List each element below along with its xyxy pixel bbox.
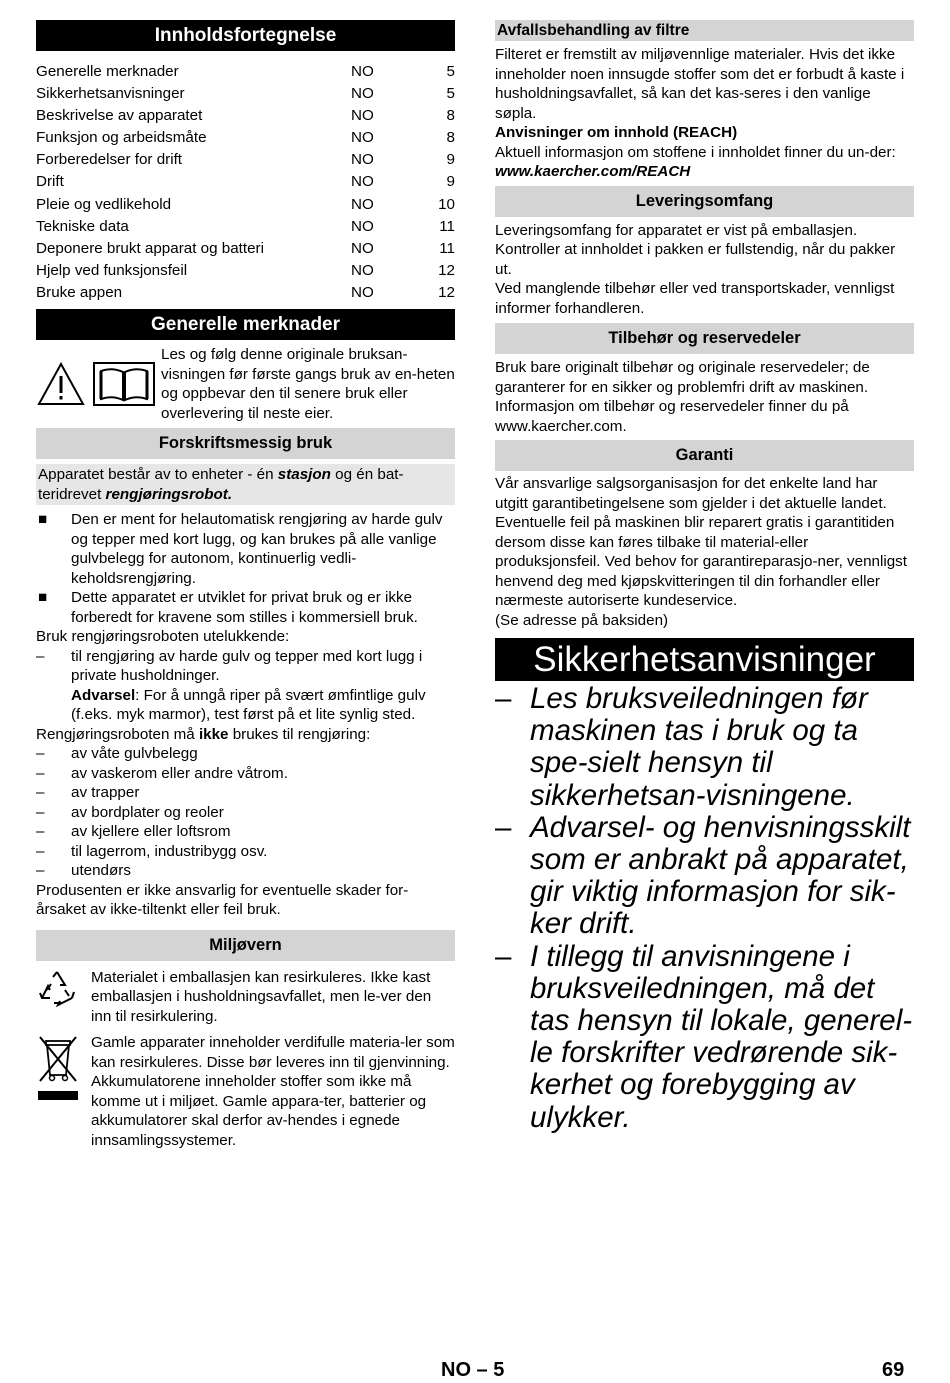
toc-entry-title: Deponere brukt apparat og batteri <box>36 239 264 257</box>
toc-entry-page: 5 <box>446 63 455 80</box>
toc-entry-page: 12 <box>438 283 455 301</box>
list-item <box>36 803 455 823</box>
must-not-heading <box>36 725 455 745</box>
safety-item <box>495 941 914 1134</box>
section-page-label: NO – 5 <box>441 1359 505 1381</box>
list-item <box>36 764 455 784</box>
toc-row[interactable] <box>36 171 455 193</box>
bullet-text: Den er ment for helautomatisk rengjøring av harde gulv og tepper med kort lugg, og kan brukes på alle vanlige gulvbelegg for autonom, kontinuerlig vedli-keholdsrengjøring. <box>71 511 443 587</box>
dash-mark: – <box>36 647 45 665</box>
reach-text: Aktuell informasjon om stoffene i innholdet finner du un-der: <box>495 143 896 161</box>
toc-entry-title: Forberedelser for drift <box>36 151 183 169</box>
delivery-title: Leveringsomfang <box>495 186 914 217</box>
toc-entry-title: Drift <box>36 173 64 191</box>
dash-mark: – <box>495 939 512 973</box>
toc-row[interactable] <box>36 105 455 127</box>
environment-devices <box>36 1033 455 1150</box>
use-only-item: til rengjøring av harde gulv og tepper med kort lugg i private husholdninger. <box>71 647 423 685</box>
warning-text: : For å unngå riper på svært ømfintlige gulv (f.eks. myk marmor), test først på et lite synlig sted. <box>71 686 426 724</box>
not-allowed-list <box>36 744 455 881</box>
toc-row[interactable] <box>36 282 455 304</box>
intro-robot: rengjøringsrobot. <box>105 485 233 503</box>
recycling-icon <box>36 968 78 1010</box>
dash-mark: – <box>36 842 45 860</box>
toc-entry-lang: NO <box>351 283 374 301</box>
toc-row[interactable] <box>36 260 455 282</box>
toc-entry-title: Hjelp ved funksjonsfeil <box>36 261 188 279</box>
warning-icons <box>36 345 161 423</box>
safety-item-text: Advarsel- og henvisningsskilt som er anbrakt på apparatet, gir viktig informasjon for sik-ker drift. <box>530 810 911 941</box>
toc-entry-title: Sikkerhetsanvisninger <box>36 85 185 103</box>
safety-item-text: I tillegg til anvisningene i bruksveiledningen, må det tas hensyn til lokale, generel-le forskrifter vedrørende sik-kerhet og forebygging av ulykker. <box>530 939 913 1134</box>
toc-entry-lang: NO <box>351 107 374 125</box>
right-column <box>495 20 914 1134</box>
toc-entry-title: Pleie og vedlikehold <box>36 195 172 213</box>
environment-packaging <box>36 968 455 1027</box>
toc-entry-lang: NO <box>351 239 374 257</box>
list-item-text: av vaskerom eller andre våtrom. <box>71 764 288 782</box>
toc-entry-lang: NO <box>351 63 374 80</box>
list-item <box>36 842 455 862</box>
list-item-text: til lagerrom, industribygg osv. <box>71 842 268 860</box>
toc-entry-lang: NO <box>351 261 374 279</box>
toc-entry-page: 9 <box>446 151 455 169</box>
toc-entry-page: 11 <box>439 217 455 235</box>
intro-station: stasjon <box>277 466 331 484</box>
warranty-note: (Se adresse på baksiden) <box>495 611 669 629</box>
intended-use-bullets <box>36 510 455 627</box>
general-notes-block <box>36 345 455 423</box>
crossed-bin-icon <box>36 1033 80 1105</box>
bullet-mark: ■ <box>38 589 48 607</box>
warranty-text: Vår ansvarlige salgsorganisasjon for det enkelte land har utgitt garantibetingelsene som gjelder i det aktuelle landet. Eventuelle feil på maskinen blir reparert gratis i garantitiden dersom disse kan føres tilbake til material-eller produksjonsfeil. Ved behov for garantireparasjo-ner, vennligst henvend deg med kjøpskvitteringen til din forhandler eller nærmeste autoriserte kundeservice. <box>495 475 907 609</box>
dash-mark: – <box>36 823 45 841</box>
list-item-text: av bordplater og reoler <box>71 803 224 821</box>
page-number: 69 <box>882 1359 905 1381</box>
dash-mark: – <box>495 810 512 844</box>
toc-row[interactable] <box>36 149 455 171</box>
list-item <box>36 861 455 881</box>
dash-mark: – <box>36 784 45 802</box>
weee-icon-wrap <box>36 1033 91 1150</box>
dash-mark: – <box>36 764 45 782</box>
must-not-text-1: Rengjøringsroboten må <box>36 725 199 743</box>
must-not-bold: ikke <box>198 725 229 743</box>
warning-label: Advarsel <box>71 686 136 704</box>
toc-entry-title: Tekniske data <box>36 217 129 235</box>
toc-entry-title: Generelle merknader <box>36 63 179 80</box>
toc-entry-page: 8 <box>446 107 455 125</box>
toc-row[interactable] <box>36 83 455 105</box>
warranty-title: Garanti <box>495 440 914 471</box>
list-item <box>36 822 455 842</box>
toc-entry-page: 5 <box>446 85 455 103</box>
toc-row[interactable] <box>36 216 455 238</box>
toc-entry-lang: NO <box>351 173 374 191</box>
delivery-text-2: Ved manglende tilbehør eller ved transportskader, vennligst informer forhandleren. <box>495 280 895 317</box>
list-item-text: av våte gulvbelegg <box>71 745 198 763</box>
dash-mark: – <box>36 862 45 880</box>
intro-text-2: og én bat-teridrevet <box>38 466 404 503</box>
list-item <box>36 647 455 725</box>
list-item-text: utendørs <box>71 862 131 880</box>
toc-entry-page: 12 <box>438 261 455 279</box>
intro-text-1: Apparatet består av to enheter - én <box>38 466 278 484</box>
toc-entry-page: 9 <box>446 173 455 191</box>
intended-use-title: Forskriftsmessig bruk <box>36 428 455 459</box>
delivery-text-1: Leveringsomfang for apparatet er vist på emballasjen. Kontroller at innholdet i pakken er fullstendig, når du pakker ut. <box>495 221 896 278</box>
warning-note <box>71 686 455 725</box>
general-notes-text: Les og følg denne originale bruksan-visningen før første gangs bruk av en-heten og oppbevar den til senere bruk eller overlevering til neste eier. <box>161 346 455 422</box>
toc-entry-lang: NO <box>351 85 374 103</box>
bullet-mark: ■ <box>38 511 48 529</box>
toc-entry-title: Bruke appen <box>36 283 123 301</box>
accessories-text: Bruk bare originalt tilbehør og originale reservedeler; de garanterer for en sikker og problemfri drift av maskinen. Informasjon om tilbehør og reservedeler finner du på www.kaercher.com. <box>495 359 870 435</box>
left-column <box>36 20 455 1150</box>
environment-title: Miljøvern <box>36 930 455 961</box>
dash-mark: – <box>495 682 512 715</box>
toc-entry-title: Funksjon og arbeidsmåte <box>36 129 207 147</box>
safety-list <box>495 683 914 1134</box>
filter-disposal-text: Filteret er fremstilt av miljøvennlige materialer. Hvis det ikke inneholder noen innsugde stoffer som det er forbudt å kaste i husholdningsavfallet, så kan det kas-seres i den vanlige søpla. <box>495 46 905 122</box>
safety-item <box>495 812 914 941</box>
list-item-text: av kjellere eller loftsrom <box>71 823 231 841</box>
toc-entry-lang: NO <box>351 129 374 147</box>
toc-title: Innholdsfortegnelse <box>36 20 455 51</box>
list-item <box>36 510 455 588</box>
environment-text-1: Materialet i emballasjen kan resirkuleres. Ikke kast emballasjen i husholdningsavfallet, men le-ver den inn til resirkulering. <box>91 968 432 1025</box>
dash-mark: – <box>36 745 45 763</box>
environment-text-2: Gamle apparater inneholder verdifulle materia-ler som kan resirkuleres. Disse bør leveres inn til gjenvinning. Akkumulatorene inneholder stoffer som ikke må komme ut i miljøet. Gamle appara-ter, batterier og akkumulatorer skal derfor av-hendes i egnede innsamlingssystemer. <box>91 1034 455 1149</box>
safety-item <box>495 683 914 812</box>
dash-mark: – <box>36 803 45 821</box>
liability-text: Produsenten er ikke ansvarlig for eventuelle skader for-årsaket av ikke-tiltenkt eller feil bruk. <box>36 881 409 919</box>
toc-entry-page: 11 <box>439 239 455 257</box>
toc-entry-page: 10 <box>438 195 455 213</box>
toc-entry-lang: NO <box>351 151 374 169</box>
list-item <box>36 783 455 803</box>
toc-row[interactable] <box>36 238 455 260</box>
toc-row[interactable] <box>36 194 455 216</box>
safety-item-text: Les bruksveiledningen før maskinen tas i bruk og ta spe-sielt hensyn til sikkerhetsan-visningene. <box>530 682 868 812</box>
use-only-heading: Bruk rengjøringsroboten utelukkende: <box>36 628 290 646</box>
toc-row[interactable] <box>36 61 455 83</box>
warning-triangle-icon <box>36 361 86 407</box>
list-item-text: av trapper <box>71 784 140 802</box>
filter-disposal-title: Avfallsbehandling av filtre <box>495 20 914 41</box>
bullet-text: Dette apparatet er utviklet for privat bruk og er ikke forberedt for kravene som stilles i kommersiell bruk. <box>71 589 418 626</box>
must-not-text-2: brukes til rengjøring: <box>228 725 371 743</box>
safety-title: Sikkerhetsanvisninger <box>495 638 914 681</box>
toc-entry-lang: NO <box>351 217 374 235</box>
general-notes-title: Generelle merknader <box>36 309 455 340</box>
toc-entry-page: 8 <box>446 129 455 147</box>
reach-title: Anvisninger om innhold (REACH) <box>495 124 738 141</box>
intended-use-intro <box>36 464 455 505</box>
toc-entry-title: Beskrivelse av apparatet <box>36 107 203 125</box>
reach-link[interactable]: www.kaercher.com/REACH <box>495 163 691 180</box>
recycling-icon-wrap <box>36 968 91 1027</box>
toc-entry-lang: NO <box>351 195 374 213</box>
table-of-contents <box>36 61 455 304</box>
accessories-title: Tilbehør og reservedeler <box>495 323 914 354</box>
manual-book-icon <box>92 361 156 407</box>
toc-row[interactable] <box>36 127 455 149</box>
list-item <box>36 744 455 764</box>
list-item <box>36 588 455 627</box>
